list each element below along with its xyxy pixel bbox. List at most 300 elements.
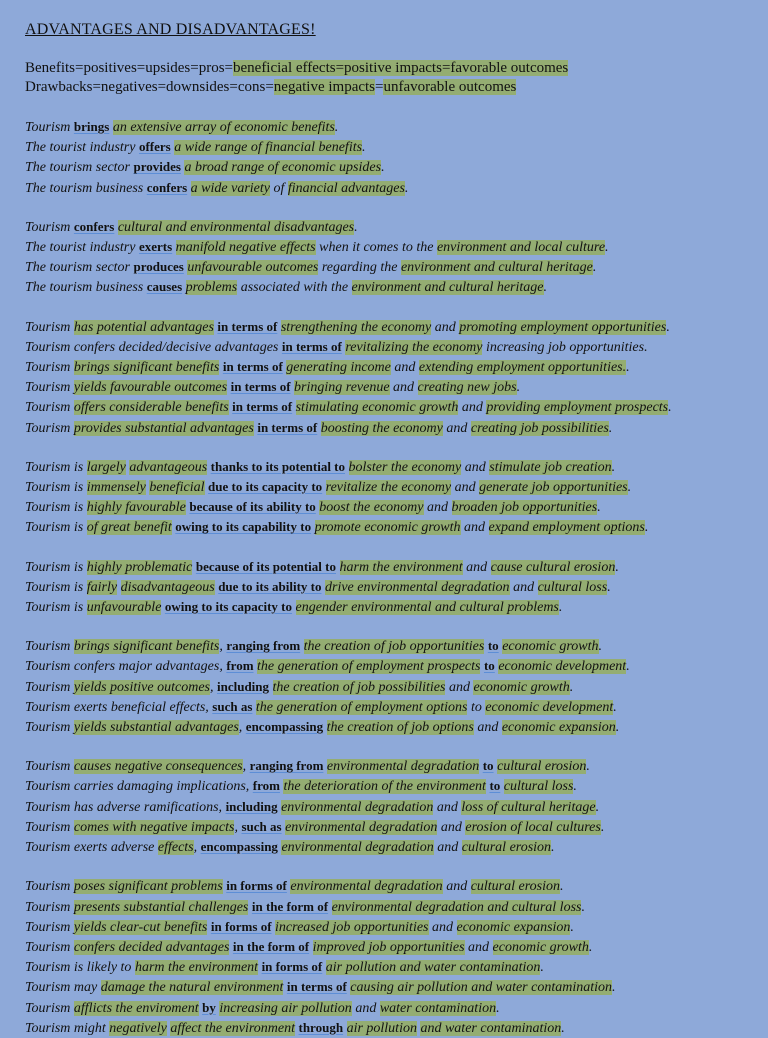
sentence-line (25, 257, 748, 277)
highlighted-phrase: brings significant benefits (73, 639, 220, 655)
text-segment: . (608, 420, 613, 436)
keyword-phrase: owing to its capability to (175, 519, 312, 535)
keyword-phrase: exerts (138, 239, 173, 255)
keyword-phrase: encompassing (200, 839, 278, 855)
text-segment: . (588, 939, 593, 955)
keyword-phrase: produces (133, 259, 184, 275)
highlighted-phrase: the creation of job opportunities (303, 639, 485, 655)
keyword-phrase: due to its ability to (218, 578, 322, 594)
text-segment: and (458, 400, 487, 416)
highlighted-phrase: cultural and environmental disadvantages (117, 219, 355, 235)
sentence-line (25, 517, 748, 537)
highlighted-phrase: a wide range of financial benefits (174, 140, 363, 156)
highlighted-phrase: offers considerable benefits (73, 400, 229, 416)
sentence-line (25, 876, 748, 896)
highlighted-phrase: yields clear-cut benefits (73, 919, 208, 935)
keyword-phrase: owing to its capacity to (164, 599, 293, 615)
text-segment: , (193, 840, 201, 856)
sentence-line (25, 418, 748, 438)
keyword-phrase: to (487, 638, 499, 654)
text-segment: and (473, 720, 502, 736)
keyword-phrase: in forms of (261, 959, 323, 975)
highlighted-phrase: the creation of job options (326, 720, 474, 736)
text-segment: Drawbacks=negatives=downsides=cons= (25, 79, 274, 95)
sentence-line (25, 717, 748, 737)
definition-line (25, 78, 748, 97)
sentence-line (25, 656, 748, 676)
keyword-phrase: provides (133, 159, 181, 175)
text-segment: . (600, 819, 605, 835)
sentence-line (25, 977, 748, 997)
highlighted-phrase: brings significant benefits (73, 360, 220, 376)
keyword-phrase: offers (138, 139, 171, 155)
text-segment: . (605, 240, 609, 256)
sentence-line (25, 797, 748, 817)
sentence-line (25, 457, 748, 477)
sentence-group (25, 117, 748, 198)
keyword-phrase: such as (241, 818, 282, 834)
sentence-line (25, 397, 748, 417)
highlighted-phrase: environmental degradation (281, 799, 434, 815)
highlighted-phrase: creating new jobs (417, 380, 517, 396)
text-segment: . (666, 319, 670, 335)
keyword-phrase: ranging from (249, 758, 324, 774)
sentence-group (25, 636, 748, 737)
keyword-phrase: through (298, 1019, 344, 1035)
sentence-line (25, 277, 748, 297)
text-segment: . (627, 480, 632, 496)
text-segment: . (581, 899, 585, 915)
sentence-group (25, 457, 748, 538)
sentence-group (25, 557, 748, 618)
sentence-line (25, 837, 748, 857)
text-segment: to (467, 699, 486, 715)
text-segment: and (445, 679, 474, 695)
sentence-group (25, 317, 748, 438)
highlighted-phrase: the creation of job possibilities (272, 679, 446, 695)
highlighted-phrase: harm the environment (134, 960, 259, 976)
text-segment: when it comes to the (315, 240, 437, 256)
text-segment: Tourism is (25, 520, 87, 536)
highlighted-phrase: economic growth (492, 939, 589, 955)
highlighted-phrase: economic growth (473, 679, 570, 695)
sentence-line (25, 917, 748, 937)
text-segment: Tourism (25, 939, 74, 955)
highlighted-phrase: stimulate job creation (489, 459, 612, 475)
text-segment (345, 460, 349, 475)
highlighted-phrase: environment and local culture (436, 240, 606, 256)
highlighted-phrase: cultural erosion (470, 879, 560, 895)
keyword-phrase: because of its ability to (189, 499, 316, 515)
text-segment: Tourism exerts adverse (25, 840, 158, 856)
highlighted-phrase: advantageous (129, 459, 208, 475)
sentence-line (25, 776, 748, 796)
keyword-phrase: in the form of (232, 938, 310, 954)
text-segment: Tourism (25, 720, 74, 736)
keyword-phrase: in terms of (230, 379, 291, 395)
keyword-phrase: brings (73, 119, 110, 134)
highlighted-phrase: beneficial effects=positive impacts=favorable outcomes (233, 60, 569, 76)
text-segment (292, 600, 296, 615)
highlighted-phrase: environmental degradation (326, 759, 480, 775)
highlighted-phrase: environmental degradation (285, 819, 438, 835)
text-segment: Tourism (25, 639, 74, 655)
highlighted-phrase: unfavourable (86, 600, 162, 616)
sentence-line (25, 897, 748, 917)
text-segment: The tourism sector (25, 260, 134, 276)
text-segment: . (334, 120, 339, 135)
text-segment: . (613, 699, 617, 715)
sentence-group (25, 756, 748, 857)
text-segment: Tourism (25, 679, 74, 695)
highlighted-phrase: causing air pollution and water contamination (350, 980, 613, 996)
text-segment: of (269, 180, 288, 196)
highlighted-phrase: promoting employment opportunities (459, 319, 667, 335)
text-segment: . (626, 659, 630, 675)
sentence-line (25, 117, 748, 137)
sentence-line (25, 317, 748, 337)
keyword-phrase: including (225, 798, 278, 814)
highlighted-phrase: yields favourable outcomes (73, 380, 228, 396)
text-segment: . (615, 559, 619, 575)
sentence-group (25, 217, 748, 298)
highlighted-phrase: revitalizing the economy (345, 339, 483, 355)
highlighted-phrase: erosion of local cultures (465, 819, 601, 835)
highlighted-phrase: negatively (109, 1020, 167, 1036)
highlighted-phrase: cultural erosion (461, 840, 552, 856)
text-segment: increasing job opportunities (482, 339, 645, 355)
text-segment: . (551, 840, 555, 856)
highlighted-phrase: causes negative consequences (73, 759, 243, 775)
text-segment (336, 560, 340, 575)
highlighted-phrase: drive environmental degradation (325, 579, 510, 595)
sentence-line (25, 577, 748, 597)
text-segment: and (437, 819, 466, 835)
text-segment: and (389, 380, 418, 396)
highlighted-phrase: fairly (86, 579, 118, 595)
keyword-phrase: in terms of (281, 338, 342, 354)
text-segment: Tourism exerts beneficial effects, (25, 699, 213, 715)
sentence-line (25, 178, 748, 198)
text-segment: Tourism (25, 759, 74, 775)
text-segment: Tourism is (25, 480, 87, 496)
highlighted-phrase: economic expansion (501, 720, 616, 736)
text-segment: The tourism sector (25, 160, 134, 176)
keyword-phrase: in terms of (257, 419, 318, 435)
text-segment: Tourism confers major advantages, (25, 659, 227, 675)
text-segment: Tourism (25, 380, 74, 396)
text-segment: . (540, 960, 544, 976)
highlighted-phrase: the generation of employment prospects (257, 659, 481, 675)
text-segment: and (431, 319, 460, 335)
text-segment: , (234, 819, 242, 835)
keyword-phrase: to (489, 778, 501, 794)
highlighted-phrase: presents substantial challenges (73, 899, 249, 915)
text-segment: . (592, 260, 597, 276)
keyword-phrase: in terms of (232, 399, 293, 415)
highlighted-phrase: bolster the economy (348, 459, 462, 475)
text-segment: and (433, 799, 462, 815)
keyword-phrase: to (483, 658, 495, 674)
keyword-phrase: due to its capacity to (208, 479, 323, 495)
highlighted-phrase: loss of cultural heritage (461, 799, 596, 815)
sentence-line (25, 998, 748, 1018)
text-segment: Tourism (25, 899, 74, 915)
text-segment: and (509, 579, 538, 595)
keyword-phrase: in terms of (286, 979, 347, 995)
text-segment: . (644, 520, 649, 536)
highlighted-phrase: economic expansion (456, 919, 571, 935)
sentence-line (25, 337, 748, 357)
highlighted-phrase: boost the economy (319, 500, 424, 516)
highlighted-phrase: creating job possibilities (470, 420, 609, 436)
text-segment: and (464, 939, 493, 955)
text-segment: The tourist industry (25, 240, 139, 256)
highlighted-phrase: immensely (86, 480, 146, 496)
highlighted-phrase: environmental degradation (290, 879, 443, 895)
text-segment: . (560, 879, 564, 895)
highlighted-phrase: manifold negative effects (175, 240, 316, 256)
text-segment: The tourist industry (25, 140, 139, 156)
text-segment: Tourism (25, 420, 74, 436)
highlighted-phrase: has potential advantages (73, 319, 214, 335)
highlighted-phrase: affect the environment (170, 1020, 295, 1036)
text-segment: Tourism might (25, 1020, 110, 1036)
definitions-block (25, 59, 748, 97)
text-segment: . (543, 280, 547, 296)
text-segment: . (404, 180, 409, 196)
sentence-line (25, 937, 748, 957)
highlighted-phrase: cause cultural erosion (490, 559, 616, 575)
highlighted-phrase: cultural loss (537, 579, 608, 595)
highlighted-phrase: economic development (485, 699, 614, 715)
text-segment: . (598, 639, 602, 655)
sections-container (25, 117, 748, 1038)
sentence-line (25, 697, 748, 717)
highlighted-phrase: bringing revenue (294, 380, 390, 396)
keyword-phrase: from (252, 778, 280, 794)
text-segment: and (433, 840, 462, 856)
highlighted-phrase: the deterioration of the environment (283, 779, 486, 795)
keyword-phrase: to (482, 758, 494, 774)
text-segment: Tourism (25, 879, 74, 895)
text-segment: Tourism is likely to (25, 960, 135, 976)
sentence-line (25, 497, 748, 517)
sentence-line (25, 957, 748, 977)
sentence-line (25, 756, 748, 776)
highlighted-phrase: engender environmental and cultural problems (295, 600, 559, 616)
highlighted-phrase: environmental degradation (281, 840, 434, 856)
text-segment: . (381, 160, 385, 176)
text-segment: Tourism is (25, 459, 87, 475)
text-segment: The tourism business (25, 280, 147, 296)
text-segment: = (375, 79, 384, 95)
text-segment: . (516, 380, 521, 396)
text-segment: . (668, 400, 672, 416)
highlighted-phrase: strengthening the economy (280, 319, 432, 335)
keyword-phrase: in terms of (222, 359, 283, 375)
text-segment: . (586, 759, 590, 775)
highlighted-phrase: water contamination (379, 1000, 497, 1016)
text-segment: , (209, 679, 217, 695)
text-segment: . (611, 459, 616, 475)
highlighted-phrase: broaden job opportunities (451, 500, 598, 516)
text-segment: and (451, 480, 480, 496)
text-segment: . (570, 919, 574, 935)
sentence-line (25, 237, 748, 257)
sentence-line (25, 137, 748, 157)
text-segment: . (561, 1020, 565, 1036)
text-segment: . (607, 579, 611, 595)
highlighted-phrase: revitalize the economy (325, 480, 452, 496)
highlighted-phrase: damage the natural environment (100, 980, 284, 996)
highlighted-phrase: negative impacts (273, 79, 376, 95)
highlighted-phrase: beneficial (149, 480, 205, 496)
sentence-line (25, 157, 748, 177)
keyword-phrase: including (216, 678, 270, 694)
text-segment: Tourism (25, 219, 74, 235)
text-segment: Tourism is (25, 600, 87, 616)
highlighted-phrase: economic growth (502, 639, 599, 655)
highlighted-phrase: environment and cultural heritage (351, 280, 544, 296)
text-segment: . (496, 1000, 500, 1016)
text-segment: Tourism (25, 319, 74, 335)
highlighted-phrase: economic development (498, 659, 627, 675)
highlighted-phrase: disadvantageous (120, 579, 215, 595)
highlighted-phrase: and water contamination (420, 1020, 562, 1036)
text-segment: Tourism (25, 120, 74, 135)
keyword-phrase: encompassing (245, 719, 324, 735)
highlighted-phrase: financial advantages (287, 180, 405, 196)
text-segment: . (354, 219, 358, 235)
highlighted-phrase: increasing air pollution (219, 1000, 352, 1016)
highlighted-phrase: promote economic growth (314, 520, 461, 536)
highlighted-phrase: environment and cultural heritage (400, 260, 593, 276)
text-segment: and (462, 559, 491, 575)
keyword-phrase: ranging from (226, 638, 301, 654)
text-segment: regarding the (318, 260, 401, 276)
text-segment: Tourism may (25, 980, 101, 996)
keyword-phrase: confers (73, 218, 115, 234)
text-segment: and (423, 500, 452, 516)
text-segment: . (626, 360, 630, 376)
text-segment: . (597, 500, 601, 516)
text-segment: . (362, 140, 366, 156)
sentence-line (25, 1018, 748, 1038)
text-segment: Tourism (25, 1000, 74, 1016)
highlighted-phrase: harm the environment (339, 559, 463, 575)
text-segment: . (573, 779, 577, 795)
text-segment: . (595, 799, 600, 815)
text-segment: associated with the (237, 280, 352, 296)
text-segment: Tourism (25, 400, 74, 416)
keyword-phrase: by (202, 999, 216, 1015)
text-segment: Tourism confers decided/decisive advantages (25, 339, 282, 355)
text-segment: and (460, 520, 489, 536)
text-segment (269, 680, 273, 695)
text-segment: . (644, 339, 648, 355)
highlighted-phrase: unfavourable outcomes (187, 260, 319, 276)
sentence-group (25, 876, 748, 1038)
text-segment: . (569, 679, 574, 695)
highlighted-phrase: confers decided advantages (73, 939, 230, 955)
text-segment: Tourism carries damaging implications, (25, 779, 253, 795)
sentence-line (25, 557, 748, 577)
text-segment: and (442, 420, 471, 436)
highlighted-phrase: air pollution (346, 1020, 417, 1036)
text-segment: and (390, 360, 419, 376)
keyword-phrase: in forms of (226, 878, 287, 894)
text-segment: , (238, 720, 246, 736)
highlighted-phrase: an extensive array of economic benefits (112, 120, 335, 135)
highlighted-phrase: problems (185, 280, 238, 296)
highlighted-phrase: highly favourable (86, 500, 186, 516)
text-segment: Tourism is (25, 559, 87, 575)
text-segment: , (242, 759, 250, 775)
highlighted-phrase: poses significant problems (73, 879, 223, 895)
highlighted-phrase: cultural erosion (497, 759, 587, 775)
definition-line (25, 59, 748, 78)
text-segment: Tourism has adverse ramifications, (25, 799, 226, 815)
text-segment: Tourism (25, 919, 74, 935)
sentence-line (25, 477, 748, 497)
text-segment: Tourism is (25, 500, 87, 516)
highlighted-phrase: largely (86, 459, 126, 475)
text-segment: and (351, 1000, 380, 1016)
text-segment: and (428, 919, 457, 935)
text-segment: Tourism (25, 819, 74, 835)
sentence-line (25, 357, 748, 377)
highlighted-phrase: a wide variety (190, 180, 270, 196)
highlighted-phrase: stimulating economic growth (295, 400, 459, 416)
highlighted-phrase: extending employment opportunities. (418, 360, 627, 376)
highlighted-phrase: afflicts the enviroment (73, 1000, 199, 1016)
keyword-phrase: confers (146, 179, 188, 195)
highlighted-phrase: a broad range of economic upsides (184, 160, 382, 176)
text-segment: . (558, 600, 563, 616)
keyword-phrase: in terms of (217, 318, 278, 334)
text-segment: Tourism is (25, 579, 87, 595)
highlighted-phrase: air pollution and water contamination (325, 960, 541, 976)
keyword-phrase: because of its potential to (195, 558, 336, 574)
document-title: ADVANTAGES AND DISADVANTAGES! (25, 21, 316, 38)
highlighted-phrase: generating income (286, 360, 391, 376)
text-segment: and (442, 879, 471, 895)
text-segment: Benefits=positives=upsides=pros= (25, 60, 233, 76)
highlighted-phrase: expand employment options (488, 520, 645, 536)
highlighted-phrase: of great benefit (86, 520, 172, 536)
keyword-phrase: causes (146, 279, 183, 295)
keyword-phrase: in forms of (210, 918, 272, 934)
keyword-phrase: such as (212, 698, 253, 714)
text-segment: , (219, 639, 227, 655)
highlighted-phrase: yields positive outcomes (73, 679, 210, 695)
highlighted-phrase: boosting the economy (320, 420, 443, 436)
sentence-line (25, 677, 748, 697)
highlighted-phrase: improved job opportunities (312, 939, 465, 955)
highlighted-phrase: yields substantial advantages (73, 720, 239, 736)
text-segment: and (461, 459, 490, 475)
sentence-line (25, 817, 748, 837)
keyword-phrase: in the form of (251, 898, 329, 914)
highlighted-phrase: increased job opportunities (275, 919, 429, 935)
highlighted-phrase: environmental degradation and cultural loss (331, 899, 582, 915)
highlighted-phrase: generate job opportunities (479, 480, 628, 496)
highlighted-phrase: cultural loss (503, 779, 574, 795)
highlighted-phrase: comes with negative impacts (73, 819, 235, 835)
highlighted-phrase: highly problematic (86, 559, 193, 575)
sentence-line (25, 597, 748, 617)
